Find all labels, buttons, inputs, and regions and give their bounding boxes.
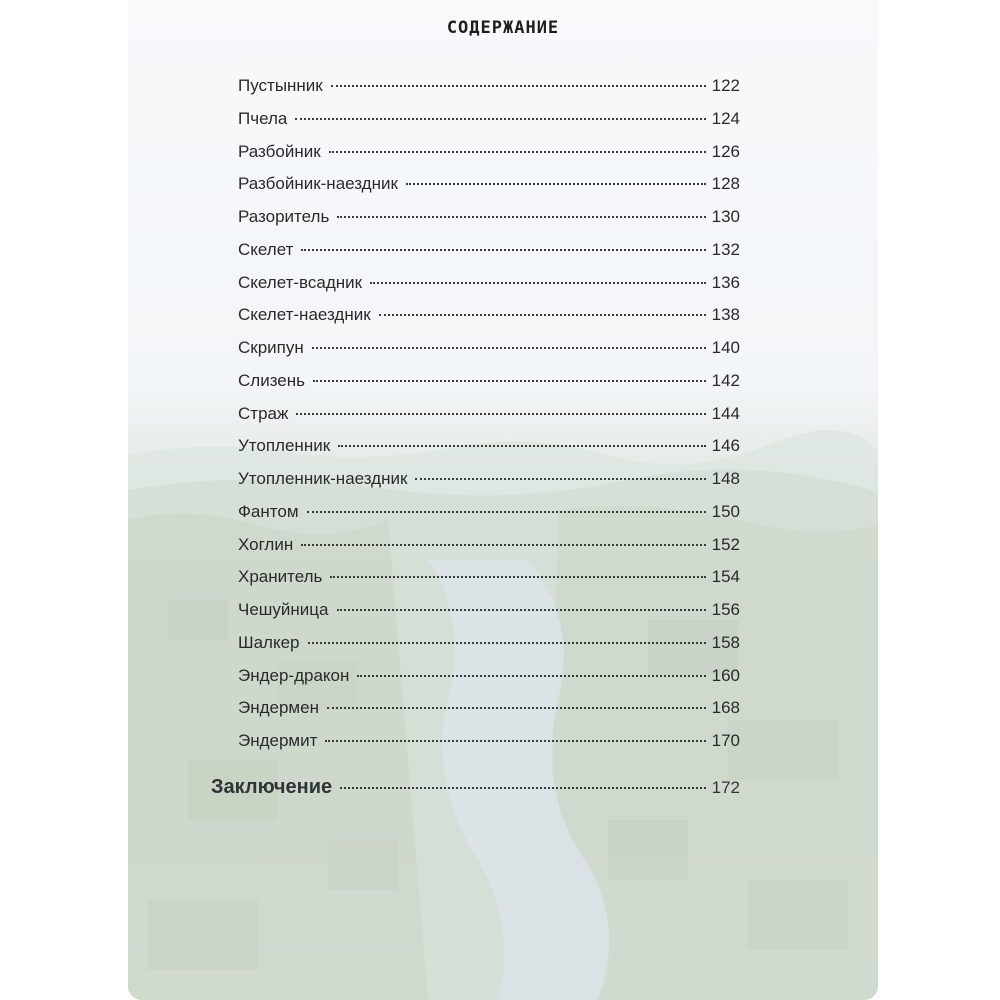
toc-entry-page: 148 [711,469,740,488]
toc-entry-title: Эндермит [238,731,318,750]
toc-entry-title: Разбойник-наездник [238,174,398,193]
dot-leader [337,609,706,611]
dot-leader [340,787,705,789]
toc-entry[interactable] [238,240,740,266]
toc-entry-title: Чешуйница [238,600,329,619]
toc-entry-page: 170 [711,731,740,750]
toc-entry[interactable] [238,142,740,168]
toc-entry-title: Пчела [238,109,288,128]
toc-entry[interactable] [238,174,740,200]
toc-entry-page: 156 [711,600,740,619]
toc-entry[interactable] [238,404,740,430]
toc-entry-title: Скелет [238,240,294,259]
toc-entry[interactable] [238,600,740,626]
dot-leader [415,478,705,480]
toc-entry-page: 132 [711,240,740,259]
toc-entry-title: Шалкер [238,633,300,652]
dot-leader [307,511,706,513]
toc-entry-title: Утопленник [238,436,331,455]
toc-entry-title: Скелет-всадник [238,273,363,292]
toc-entry[interactable] [238,207,740,233]
toc-entry-title: Скрипун [238,338,304,357]
dot-leader [331,85,706,87]
toc-entry-title: Хоглин [238,535,294,554]
toc-entry-title: Разоритель [238,207,330,226]
toc-entry-page: 128 [711,174,740,193]
toc-entry[interactable] [238,109,740,135]
toc-entry-title: Разбойник [238,142,321,161]
dot-leader [327,707,706,709]
dot-leader [296,413,705,415]
toc-entry-page: 130 [711,207,740,226]
toc-entry-title: Эндермен [238,698,319,717]
dot-leader [406,183,706,185]
toc-entry[interactable] [238,305,740,331]
toc-entry-page: 168 [711,698,740,717]
toc-entry-page: 140 [711,338,740,357]
dot-leader [337,216,705,218]
toc-entry-title: Эндер-дракон [238,666,350,685]
toc-entry[interactable] [238,338,740,364]
toc-entry-title: Скелет-наездник [238,305,371,324]
toc-entry-page: 136 [711,273,740,292]
toc-entry[interactable] [238,567,740,593]
toc-entry-title: Хранитель [238,567,323,586]
toc-entry[interactable] [238,666,740,692]
toc-conclusion[interactable] [211,776,740,802]
toc-entry-page: 172 [711,778,740,797]
dot-leader [357,675,705,677]
book-page [128,0,878,1000]
toc-entry-page: 152 [711,535,740,554]
dot-leader [301,249,705,251]
toc-entry[interactable] [238,502,740,528]
toc-entry-page: 160 [711,666,740,685]
toc-entry-title: Пустынник [238,76,323,95]
toc-entry-page: 144 [711,404,740,423]
toc-entry-page: 142 [711,371,740,390]
dot-leader [312,347,706,349]
toc-entry-page: 124 [711,109,740,128]
toc-entry-page: 158 [711,633,740,652]
toc-entry[interactable] [238,731,740,757]
page-title: СОДЕРЖАНИЕ [446,18,560,38]
dot-leader [330,576,705,578]
toc-entry-title: Страж [238,404,289,423]
toc-entry[interactable] [238,273,740,299]
toc-entry-title: Слизень [238,371,305,390]
dot-leader [325,740,705,742]
toc-entry-page: 126 [711,142,740,161]
dot-leader [313,380,706,382]
toc-entry[interactable] [238,633,740,659]
toc-entry-page: 150 [711,502,740,521]
toc-entry-title: Фантом [238,502,299,521]
toc-entry-page: 146 [711,436,740,455]
toc-entry-page: 138 [711,305,740,324]
dot-leader [295,118,705,120]
dot-leader [338,445,705,447]
dot-leader [301,544,705,546]
toc-entry[interactable] [238,371,740,397]
toc-entry[interactable] [238,698,740,724]
toc-entry[interactable] [238,535,740,561]
table-of-contents [128,0,878,1000]
toc-entry[interactable] [238,76,740,102]
dot-leader [329,151,706,153]
dot-leader [308,642,706,644]
dot-leader [370,282,706,284]
toc-entry-title: Утопленник-наездник [238,469,408,488]
toc-entry[interactable] [238,436,740,462]
toc-entry-page: 154 [711,567,740,586]
toc-entry-title: Заключение [211,776,333,798]
toc-entry-page: 122 [711,76,740,95]
toc-entry[interactable] [238,469,740,495]
dot-leader [379,314,706,316]
